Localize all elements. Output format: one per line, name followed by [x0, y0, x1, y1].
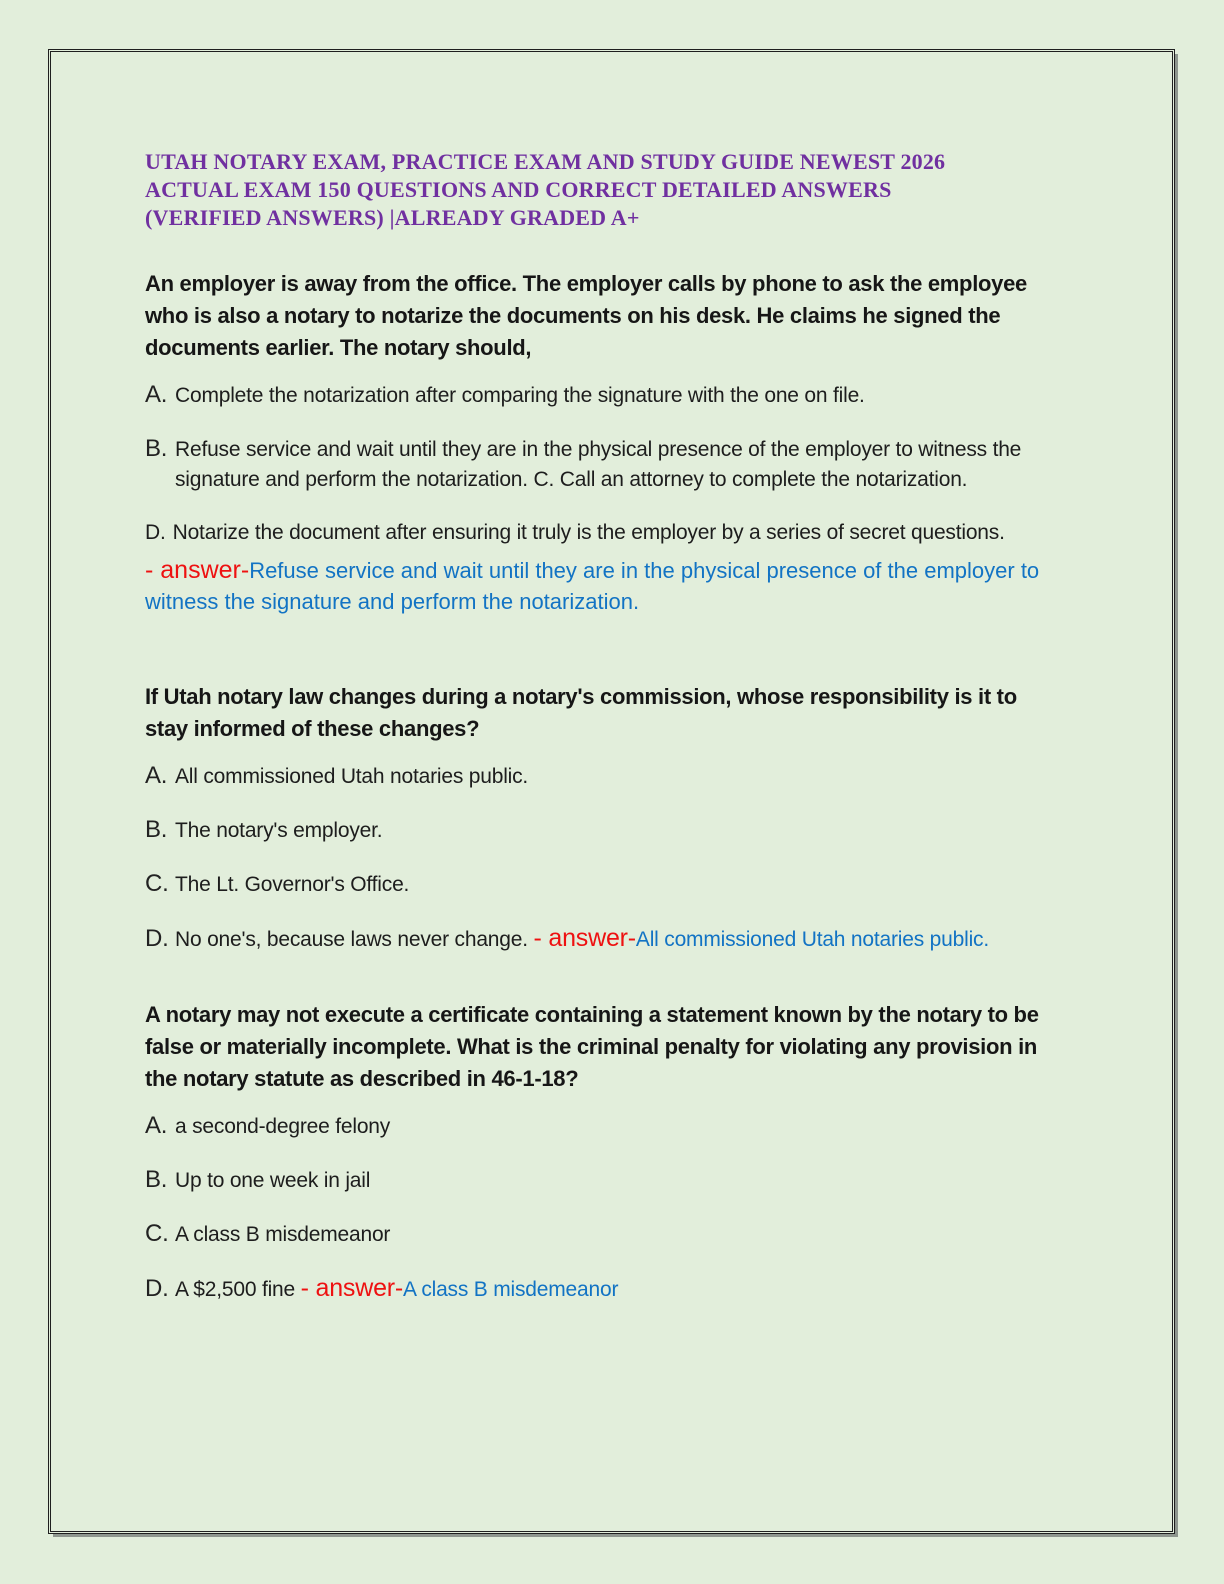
answer-text: All commissioned Utah notaries public.	[635, 928, 989, 951]
option-letter: A.	[145, 1112, 168, 1139]
question-block-1	[145, 268, 1063, 617]
question-1-option-d	[145, 518, 1063, 548]
question-3-option-d	[145, 1273, 1063, 1305]
option-text: Refuse service and wait until they are in the physical presence of the employer to witness the signature and perform the notarization. C. Call an attorney to complete the notarization.	[175, 438, 1022, 491]
question-3-option-b	[145, 1165, 1063, 1196]
option-text: Notarize the document after ensuring it truly is the employer by a series of secret questions.	[172, 521, 1005, 544]
option-letter: B.	[145, 816, 168, 843]
answer-label: - answer-	[145, 556, 250, 584]
option-text	[175, 923, 1063, 955]
option-letter: A.	[145, 762, 168, 789]
question-1-option-a	[145, 380, 1063, 411]
title-line-1: UTAH NOTARY EXAM, PRACTICE EXAM AND STUDY GUIDE NEWEST 2026	[145, 149, 946, 174]
option-letter: D.	[145, 1275, 169, 1302]
option-letter: A.	[145, 381, 168, 408]
document-title	[145, 148, 1063, 232]
question-1-answer	[145, 555, 1063, 617]
question-3-text: A notary may not execute a certificate containing a statement known by the notary to be false or materially incomplete. What is the criminal penalty for violating any provision in the notary statute as described in 46-1-18?	[145, 1002, 1039, 1091]
option-text: A class B misdemeanor	[175, 1223, 391, 1246]
option-text-part: No one's, because laws never change.	[175, 928, 534, 951]
answer-text: Refuse service and wait until they are in the physical presence of the employer to witness the signature and perform the notarization.	[145, 558, 1040, 614]
option-letter: C.	[145, 870, 169, 897]
option-text: Complete the notarization after comparing the signature with the one on file.	[175, 384, 865, 407]
question-2-option-b	[145, 815, 1063, 846]
document-border-frame	[48, 49, 1175, 1534]
option-letter: B.	[145, 1166, 168, 1193]
option-letter: D.	[145, 521, 166, 544]
question-3-option-c	[145, 1219, 1063, 1250]
title-line-2: ACTUAL EXAM 150 QUESTIONS AND CORRECT DETAILED ANSWERS	[145, 177, 892, 202]
document-content	[145, 148, 1063, 1328]
question-3-option-a	[145, 1111, 1063, 1142]
option-text	[175, 1273, 1063, 1305]
option-text-part: A $2,500 fine	[175, 1278, 301, 1301]
question-1-option-b	[145, 434, 1063, 495]
option-text: a second-degree felony	[175, 1115, 391, 1138]
answer-label: - answer-	[533, 924, 636, 952]
option-letter: D.	[145, 925, 169, 952]
question-block-3	[145, 999, 1063, 1305]
option-text: Up to one week in jail	[175, 1169, 371, 1192]
question-block-2	[145, 681, 1063, 955]
question-2-option-d	[145, 923, 1063, 955]
question-1-text: An employer is away from the office. The employer calls by phone to ask the employee who is also a notary to notarize the documents on his desk. He claims he signed the documents earlier. The notary should,	[145, 271, 1027, 360]
question-2-option-c	[145, 869, 1063, 900]
option-text: The notary's employer.	[175, 819, 383, 842]
answer-text: A class B misdemeanor	[403, 1278, 619, 1301]
title-line-3: (VERIFIED ANSWERS) |ALREADY GRADED A+	[145, 205, 640, 230]
question-2-option-a	[145, 761, 1063, 792]
question-2-text: If Utah notary law changes during a notary's commission, whose responsibility is it to stay informed of these changes?	[145, 684, 1017, 741]
option-letter: B.	[145, 435, 168, 462]
answer-label: - answer-	[300, 1274, 404, 1302]
option-text: All commissioned Utah notaries public.	[175, 765, 529, 788]
option-letter: C.	[145, 1220, 169, 1247]
option-text: The Lt. Governor's Office.	[175, 873, 410, 896]
